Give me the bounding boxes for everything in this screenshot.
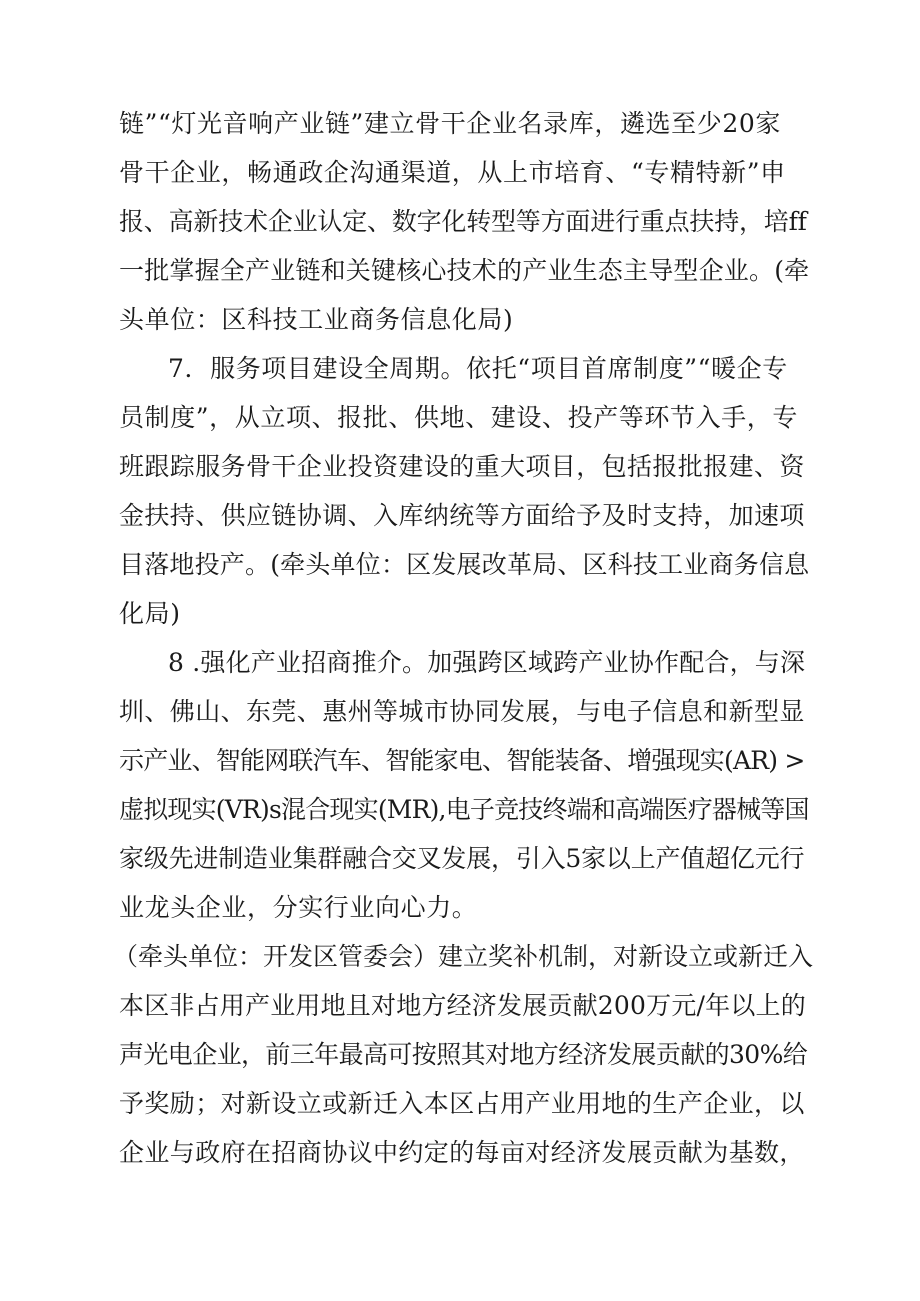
- text-line-3: 报、高新技术企业认定、数字化转型等方面进行重点扶持，培ff: [119, 207, 807, 236]
- text-line-14: 示产业、智能网联汽车、智能家电、智能装备、增强现实(AR) >: [119, 746, 805, 775]
- text-line-7: 员制度”，从立项、报批、供地、建设、投产等环节入手，专: [119, 403, 798, 432]
- text-line-11: 化局): [119, 599, 181, 628]
- text-line-15: 虚拟现实(VR)s混合现实(MR),电子竞技终端和高端医疗器械等国: [119, 795, 809, 824]
- paragraph-7-first-line: 7．服务项目建设全周期。依托“项目首席制度”“暖企专: [168, 354, 788, 383]
- paragraph-8-first-line: 8 .强化产业招商推介。加强跨区域跨产业协作配合，与深: [168, 648, 806, 677]
- text-line-22: 企业与政府在招商协议中约定的每亩对经济发展贡献为基数，: [119, 1138, 805, 1167]
- text-line-13: 圳、佛山、东莞、惠州等城市协同发展，与电子信息和新型显: [119, 697, 805, 726]
- text-line-17: 业龙头企业，分实行业向心力。: [119, 893, 478, 922]
- text-line-20: 声光电企业，前三年最高可按照其对地方经济发展贡献的30%给: [119, 1040, 808, 1069]
- text-line-16: 家级先进制造业集群融合交叉发展，引入5家以上产值超亿元行: [119, 844, 805, 873]
- text-line-10: 目落地投产。(牵头单位：区发展改革局、区科技工业商务信息: [119, 550, 810, 579]
- text-line-9: 金扶持、供应链协调、入库纳统等方面给予及时支持，加速项: [119, 501, 805, 530]
- text-line-18: （牵头单位：开发区管委会）建立奖补机制，对新设立或新迁入: [113, 942, 814, 971]
- text-line-8: 班跟踪服务骨干企业投资建设的重大项目，包括报批报建、资: [119, 452, 805, 481]
- text-line-2: 骨干企业，畅通政企沟通渠道，从上市培育、“专精特新”申: [119, 158, 786, 187]
- text-line-21: 予奖励；对新设立或新迁入本区占用产业用地的生产企业，以: [119, 1089, 805, 1118]
- text-line-4: 一批掌握全产业链和关键核心技术的产业生态主导型企业。(牵: [119, 256, 810, 285]
- text-line-1: 链”“灯光音响产业链”建立骨干企业名录库，遴选至少20家: [119, 109, 781, 138]
- text-line-19: 本区非占用产业用地且对地方经济发展贡献200万元/年以上的: [119, 991, 806, 1020]
- text-line-5: 头单位：区科技工业商务信息化局): [119, 305, 514, 334]
